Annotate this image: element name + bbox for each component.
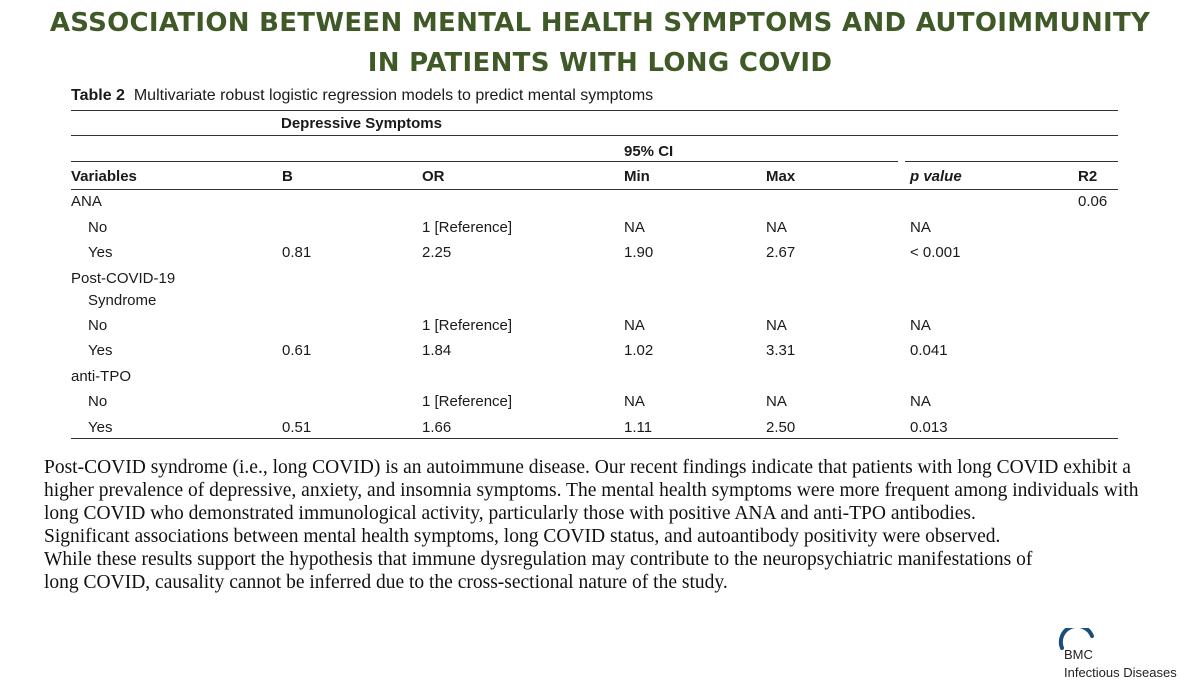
row-label: Yes [88,342,113,359]
cell-p: NA [910,219,931,236]
column-header-rule [71,189,1118,190]
summary-paragraph-2: Significant associations between mental health symptoms, long COVID status, and autoantibody positivity were observed. [44,526,1001,547]
cell-max: 2.67 [766,244,796,261]
headline-line-2: IN PATIENTS WITH LONG COVID [367,48,833,78]
ci-header: 95% CI [624,143,674,160]
cell-min: NA [624,317,645,334]
cell-p: NA [910,393,931,410]
summary-paragraph-3: While these results support the hypothesis that immune dysregulation may contribute to the neuropsychiatric manifestations of long COVID, causality cannot be inferred due to the cross-sectional nature of the study. [44,549,1033,593]
summary-text [44,456,1154,594]
cell-max: NA [766,393,787,410]
cell-or: 2.25 [422,244,452,261]
row-label: No [88,317,108,334]
col-header-max: Max [766,168,796,185]
cell-min: NA [624,219,645,236]
cell-min: 1.90 [624,244,654,261]
cell-or: 1 [Reference] [422,317,513,334]
table-caption [71,87,653,105]
ci-rule-right [905,161,1118,162]
cell-or: 1 [Reference] [422,393,513,410]
bmc-logo [1058,628,1188,684]
col-header-variables: Variables [71,168,137,185]
cell-or: 1 [Reference] [422,219,513,236]
group-label-ana: ANA [71,193,102,210]
logo-text-journal: Infectious Diseases [1064,665,1177,680]
table-top-rule [71,110,1118,111]
cell-p: 0.041 [910,342,948,359]
r2-value: 0.06 [1078,193,1108,210]
col-header-min: Min [624,168,650,185]
group-label-antitpo: anti-TPO [71,368,132,385]
group-header-rule [71,135,1118,136]
cell-min: 1.02 [624,342,654,359]
table-caption-text: Multivariate robust logistic regression models to predict mental symptoms [133,87,654,104]
cell-max: 2.50 [766,419,796,436]
row-label: Yes [88,244,113,261]
cell-p: 0.013 [910,419,948,436]
cell-p: NA [910,317,931,334]
logo-text-bmc: BMC [1064,647,1093,662]
group-header: Depressive Symptoms [281,115,442,132]
table-label: Table 2 [71,87,125,104]
col-header-b: B [282,168,293,185]
col-header-p-value: p value [910,168,962,185]
group-label-postcovid-2: Syndrome [88,292,157,309]
cell-b: 0.61 [282,342,312,359]
cell-min: NA [624,393,645,410]
cell-max: 3.31 [766,342,796,359]
row-label: No [88,219,108,236]
headline-line-1: ASSOCIATION BETWEEN MENTAL HEALTH SYMPTOMS AND AUTOIMMUNITY [49,8,1151,38]
col-header-or: OR [422,168,445,185]
summary-paragraph-1: Post-COVID syndrome (i.e., long COVID) is an autoimmune disease. Our recent findings indicate that patients with long COVID exhibit a higher prevalence of depressive, anxiety, and insomnia symptoms. The mental health symptoms were more frequent among individuals with long COVID who demonstrated immunological activity, particularly those with positive ANA and anti-TPO antibodies. [44,457,1139,524]
group-label-postcovid-1: Post-COVID-19 [71,270,176,287]
cell-or: 1.66 [422,419,452,436]
cell-b: 0.81 [282,244,312,261]
row-label: No [88,393,108,410]
col-header-r2: R2 [1078,168,1098,185]
cell-max: NA [766,317,787,334]
cell-or: 1.84 [422,342,452,359]
cell-min: 1.11 [624,419,653,436]
row-label: Yes [88,419,113,436]
cell-b: 0.51 [282,419,312,436]
cell-max: NA [766,219,787,236]
ci-rule [71,161,898,162]
table-bottom-rule [71,438,1118,439]
cell-p: < 0.001 [910,244,961,261]
